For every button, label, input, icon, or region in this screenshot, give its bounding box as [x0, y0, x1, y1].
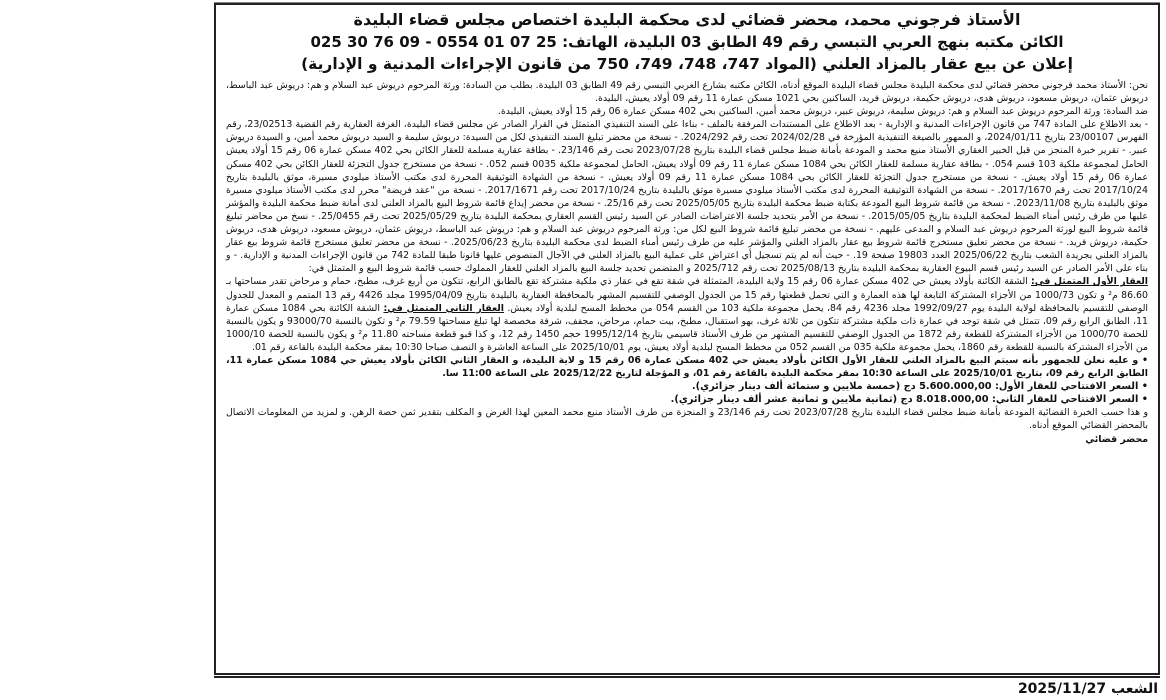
notice-body	[226, 79, 1148, 446]
lot-2-label: العقار الثاني المتمثل في:	[383, 302, 505, 314]
lot-2-description: الشقة الكائنة بحي 1084 مسكن عمارة 11، الطابق الرابع رقم 09، تتمثل في شقة توجد في عمارة ذات ملكية مشتركة تتكون من ثلاثة غرف، بهو استقبال، مطبخ، بيت حمام، مرحاض، مجفف، شرفة مخصصة لها تبلغ مساحتها 79.59 م² و تكون بالنسبة 93000/70 و يكون بالنسبة للحصة 1000/70 من الأجزاء المشتركة للقطعة رقم 1872 من الجدول الوصفي للتقسيم المشهر من طرف الأستاذ قاسيمي بتاريخ 1995/12/14 حجم 1450 رقم 12، و كذا قبو قطعة مساحته 11.80 م² و يكون بالنسبة للحصة 1000/10 من الأجزاء المشتركة بالنسبة للقطعة رقم 1860، يحمل مجموعة ملكية 035 من القسم 052 من مخطط المسح لبلدية أولاد يعيش، يوم 2025/10/01 على الساعة العاشرة و النصف صباحا 10:30 بمقر محكمة البليدة بالقاعة رقم 01.	[226, 302, 1148, 353]
sale-announcement: • و عليه نعلن للجمهور بأنه سيتم البيع بالمزاد العلني للعقار الأول الكائن بأولاد يعيش حي 402 مسكن عمارة 06 رقم 15 و لاية البليدة، و العقار الثاني الكائن بأولاد يعيش حي 1084 مسكن عمارة 11، الطابق الرابع رقم 09، بتاريخ 2025/10/01 على الساعة 10:30 بمقر محكمة البليدة بالقاعة رقم 01، و المؤجلة لتاريخ 2025/12/22 على الساعة 11:00 سا.	[226, 354, 1148, 380]
footer-rule	[214, 676, 1160, 678]
notice-title: إعلان عن بيع عقار بالمزاد العلني (المواد 747، 748، 749، 750 من قانون الإجراءات المدنية و الإدارية)	[301, 55, 1073, 73]
opening-price-2: • السعر الافتتاحي للعقار الثاني: 8.018.000,00 دج (ثمانية ملايين و ثمانية عشر ألف دينار جزائري).	[670, 394, 1148, 406]
opening-price-1: • السعر الافتتاحي للعقار الأول: 5.600.000,00 دج (خمسة ملايين و ستمائة ألف دينار جزائري).	[691, 381, 1148, 393]
closing-note: و هذا حسب الخبرة القضائية المودعة بأمانة ضبط مجلس قضاء البليدة بتاريخ 2023/07/28 تحت رقم 23/146 و المنجزة من طرف الأستاذ منيع محمد المعين لهذا الغرض و المكلف بتقدير ثمن حصة الرهن. و لمزيد من المعلومات الاتصال بالمحضر القضائي الموقع أدناه.	[226, 407, 1149, 432]
lot-1	[226, 275, 1148, 354]
publication-date: 2025/11/27	[1017, 681, 1107, 697]
lot-1-label: العقار الأول المتمثل في:	[1031, 276, 1149, 288]
notice-header-bailiff: الأستاذ فرجوني محمد، محضر قضائي لدى محكمة البليدة اختصاص مجلس قضاء البليدة	[353, 10, 1021, 29]
legal-notice	[214, 3, 1160, 675]
footer-publication	[1018, 681, 1158, 697]
newspaper-name: الشعب	[1110, 681, 1158, 697]
signature: محضر قضائي	[1085, 433, 1148, 445]
notice-header-address: الكائن مكتبه بنهج العربي التبسي رقم 49 الطابق 03 البليدة، الهاتف: 25 07 01 0554 - 09 76 30 025	[310, 33, 1064, 51]
lot-1-description: الشقة الكائنة بأولاد يعيش حي 402 مسكن عمارة 06 رقم 15 ولاية البليدة، المتمثلة في شقة تقع في عقار ذي ملكية مشتركة تقع بالطابق الرابع، تتكون من أربع غرف، مطبخ، حمام و مرحاض تقدر مساحتها بـ 86.60 م² و تكون 1000/73 من الأجزاء المشتركة التابعة لها هذه العمارة و التي تحمل قطعتها رقم 15 من الجدول الوصفي للتقسيم المشهر بالمحافظة العقارية بالبليدة بتاريخ 1995/04/09 مجلد 4426 رقم 13 المتمم و المعدل للجدول الوصفي للتقسيم بالمحافظة لولاية البليدة يوم 1992/09/27 مجلد 4236 رقم 84، يحمل مجموعة ملكية 103 من القسم 054 من مخطط المسح لبلدية أولاد يعيش.	[226, 276, 1149, 314]
notice-defendants: ضد السادة: ورثة المرحوم دريوش عبد السلام و هم: دريوش سليمة، دريوش عبير، دريوش محمد أمين، الساكنين بحي 402 مسكن عمارة 06 رقم 15 أولاد يعيش، البليدة.	[497, 106, 1148, 118]
notice-documents: - بعد الاطلاع على المادة 747 من قانون الإجراءات المدنية و الإدارية - بعد الاطلاع على المستندات المرفقة بالملف - بناءا على السند التنفيذي المتمثل في القرار الصادر عن مجلس قضاء البليدة، الغرفة العقارية رقم القضية 23/02513، رقم الفهرس 23/00107 بتاريخ 2024/01/11، و الممهور بالصيغة التنفيذية المؤرخة في 2024/02/28 تحت رقم 2024/292. - نسخة من محضر تبليغ السند التنفيذي لكل من السيدة: دريوش سليمة و السيد دريوش محمد أمين، و السيدة دريوش عبير. - تقرير خبرة المنجز من قبل الخبير العقاري الأستاذ منيع محمد و المودعة بأمانة ضبط مجلس قضاء البليدة بتاريخ 2023/07/28 تحت رقم 23/146. - بطاقة عقارية مسلمة للعقار الكائن بحي 402 مسكن عمارة 06 رقم 15 أولاد يعيش الحامل لمجموعة ملكية 103 قسم 054. - بطاقة عقارية مسلمة للعقار الكائن بحي 1084 مسكن عمارة 11 رقم 09 أولاد يعيش، الحامل لمجموعة ملكية 0035 قسم 052. - نسخة من مستخرج جدول التجزئة للعقار الكائن بحي 402 مسكن عمارة 06 رقم 15 أولاد يعيش. - نسخة من مستخرج جدول التجزئة للعقار الكائن بحي 1084 مسكن عمارة 11 رقم 09 أولاد يعيش. - نسخة من الشهادة التوثيقية المحررة لدى مكتب الأستاذ ميلودي مسيرة، موثق بالبليدة بتاريخ 2017/10/24 تحت رقم 2017/1670. - نسخة من الشهادة التوثيقية المحررة لدى مكتب الأستاذ ميلودي مسيرة موثق بالبليدة بتاريخ 2017/10/24 تحت رقم 2017/1671. - نسخة من "عقد فريضة" محرر لدى مكتب الأستاذ ميلودي مسيرة موثق بالبليدة بتاريخ 2023/11/08. - نسخة من قائمة شروط البيع المودعة بكتابة ضبط محكمة البليدة بتاريخ 2025/05/05 تحت رقم 25/16. - نسخة من محضر إيداع قائمة شروط البيع بالمزاد العلني لدى أمانة ضبط محكمة البليدة والمؤشر عليها من طرف رئيس أمناء الضبط لمحكمة البليدة بتاريخ 2015/05/05. - نسخة من الأمر بتحديد جلسة الاعتراضات الصادر عن السيد رئيس القسم العقاري بمحكمة البليدة بتاريخ 2025/05/29 تحت رقم 25/0455. - نسخ من محاضر تبليغ قائمة شروط البيع لورثة المرحوم دريوش عبد السلام و المدعى عليهم. - نسخة من محضر تبليغ قائمة شروط البيع لكل من: ورثة المرحوم دريوش عبد السلام و هم: دريوش عبد الباسط، دريوش عثمان، دريوش مسعود، دريوش هدى، دريوش حكيمة، دريوش فريد. - نسخة من محضر تعليق مستخرج قائمة شروط بيع عقار بالمزاد العلني والمؤشر عليه من طرف رئيس أمناء الضبط لدى محكمة البليدة بتاريخ 2025/06/23. - نسخة من محضر تعليق مستخرج قائمة شروط بيع عقار بالمزاد العلني بجريدة الشعب بتاريخ 2025/06/22 العدد 19803 صفحة 19. - حيث أنه لم يتم تسجيل أي اعتراض على عملية البيع بالمزاد العلني في الآجال المنصوص عليها قانونا طبقا للمادة 742 من قانون الإجراءات المدنية و الإدارية. - و بناء على الأمر الصادر عن السيد رئيس قسم البيوع العقارية بمحكمة البليدة بتاريخ 2025/08/13 تحت رقم 2025/712 و المتضمن تحديد جلسة البيع بالمزاد العلني للعقار المملوك حسب قائمة شروط البيع و المتمثل في:	[226, 119, 1149, 275]
notice-intro: نحن: الأستاذ محمد فرجوني محضر قضائي لدى محكمة البليدة مجلس قضاء البليدة الموقع أدناه، الكائن مكتبه بشارع العربي التبسي رقم 49 الطابق 03 البليدة. بطلب من السادة: ورثة المرحوم دريوش عبد السلام و هم: دريوش عبد الباسط، دريوش عثمان، دريوش مسعود، دريوش هدى، دريوش حكيمة، دريوش فريد، الساكنين بحي 1021 مسكن عمارة 11 رقم 09 أولاد يعيش، البليدة.	[226, 80, 1148, 105]
